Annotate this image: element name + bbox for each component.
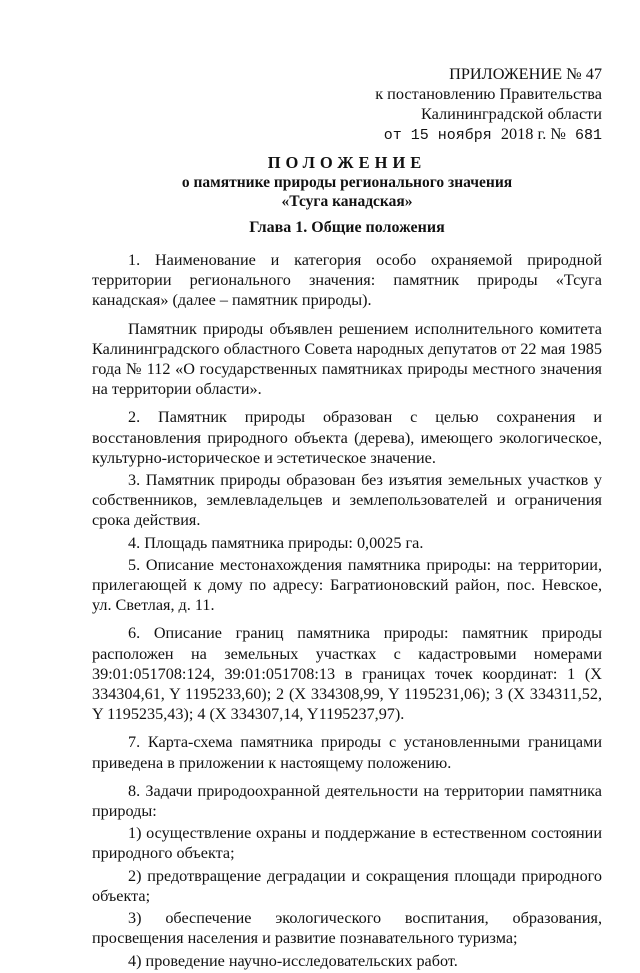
appendix-date-line xyxy=(375,124,602,146)
paragraph-8-item-4: 4) проведение научно-исследовательских работ. xyxy=(128,951,458,970)
paragraph-5: 5. Описание местонахождения памятника природы: на территории, прилегающей к дому по адресу: Багратионовский район, пос. Невское, ул. Светлая, д. 11. xyxy=(92,555,602,615)
appendix-region: Калининградской области xyxy=(421,104,602,123)
paragraph-7: 7. Карта-схема памятника природы с установленными границами приведена в приложении к настоящему положению. xyxy=(92,733,602,772)
title-main: ПОЛОЖЕНИЕ xyxy=(267,153,427,172)
appendix-number: 681 xyxy=(574,127,602,144)
appendix-title: ПРИЛОЖЕНИЕ № 47 xyxy=(449,64,602,83)
paragraph-3: 3. Памятник природы образован без изъятия земельных участков у собственников, землевладельцев и землепользователей и ограничения срока действия. xyxy=(92,471,602,530)
document-title xyxy=(92,153,602,211)
paragraph-1-decision: Памятник природы объявлен решением исполнительного комитета Калининградского областного Совета народных депутатов от 22 мая 1985 года № 112 «О государственных памятниках природы местного значения на территории области». xyxy=(92,319,602,399)
paragraph-8-item-1: 1) осуществление охраны и поддержание в естественном состоянии природного объекта; xyxy=(92,824,602,863)
paragraph-1: 1. Наименование и категория особо охраняемой природной территории регионального значения: памятник природы «Тсуга канадская» (далее – памятник природы). xyxy=(92,251,602,310)
appendix-header xyxy=(375,64,602,146)
title-subtitle-2: «Тсуга канадская» xyxy=(281,193,413,210)
title-subtitle-1: о памятнике природы регионального значения xyxy=(181,174,513,191)
paragraph-4: 4. Площадь памятника природы: 0,0025 га. xyxy=(128,533,424,552)
appendix-year: 2018 г. № xyxy=(500,124,566,143)
appendix-reference: к постановлению Правительства xyxy=(375,84,602,103)
paragraph-8: 8. Задачи природоохранной деятельности на территории памятника природы: xyxy=(92,781,602,821)
document-body xyxy=(92,250,602,973)
paragraph-2: 2. Памятник природы образован с целью сохранения и восстановления природного объекта (дерева), имеющего экологическое, культурно-историческое и эстетическое значение. xyxy=(92,408,602,467)
paragraph-6: 6. Описание границ памятника природы: памятник природы расположен на земельных участках с кадастровыми номерами 39:01:051708:124, 39:01:051708:13 в границах точек координат: 1 (X 334304,61, Y 1195233,60); 2 (X 334308,99, Y 1195231,06); 3 (X 334311,52, Y 1195235,43); 4 (X 334307,14, Y1195237,97). xyxy=(92,624,602,724)
appendix-date: от 15 ноября xyxy=(383,127,492,144)
paragraph-8-item-3: 3) обеспечение экологического воспитания, образования, просвещения населения и развитие познавательного туризма; xyxy=(92,909,602,948)
paragraph-8-item-2: 2) предотвращение деградации и сокращения площади природного объекта; xyxy=(92,866,602,905)
chapter-heading: Глава 1. Общие положения xyxy=(249,219,445,236)
